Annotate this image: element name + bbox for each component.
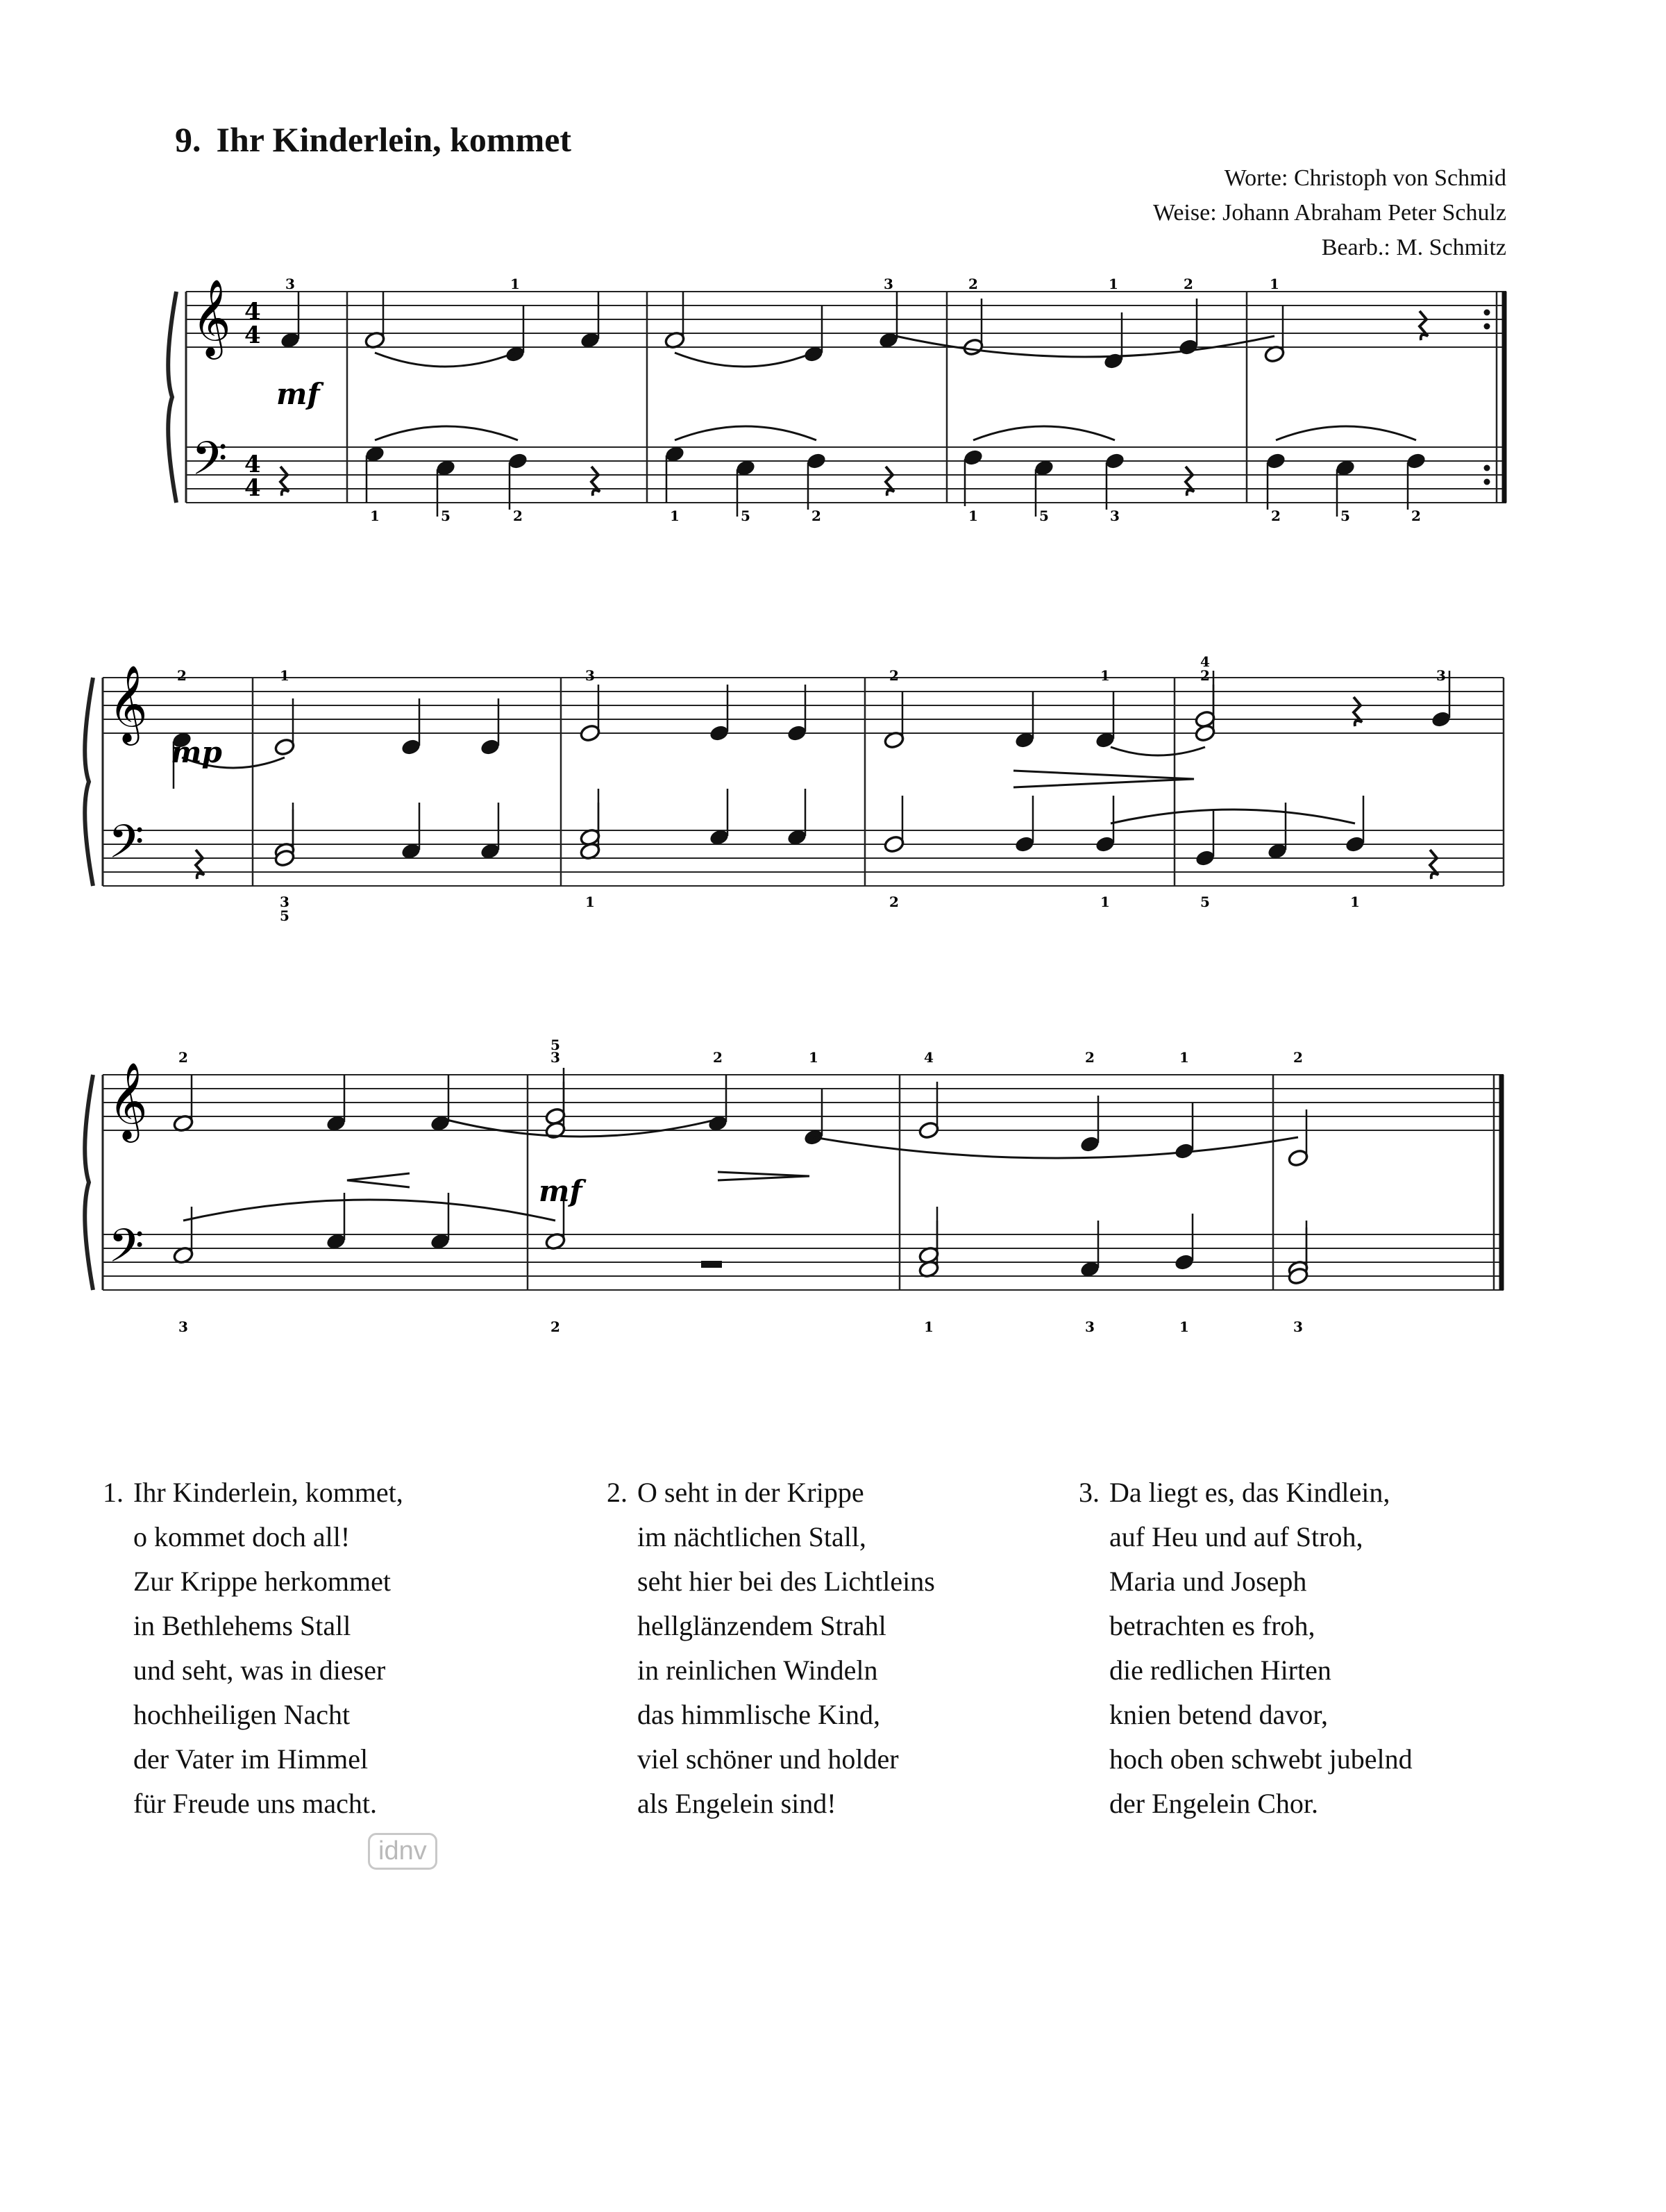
fingering: 3: [1110, 508, 1120, 524]
verse-line: Da liegt es, das Kindlein,: [1109, 1477, 1390, 1508]
slur: [1276, 426, 1416, 440]
fingering: 2: [889, 894, 899, 910]
quarter-rest-icon: [196, 850, 204, 879]
verse-line: die redlichen Hirten: [1109, 1654, 1331, 1686]
slur: [375, 426, 518, 440]
fingering: 3: [280, 894, 289, 910]
fingering: 5: [1039, 508, 1049, 524]
repeat-dot: [1484, 324, 1490, 330]
fingering: 5: [741, 508, 750, 524]
verse-line: in Bethlehems Stall: [133, 1610, 351, 1641]
verse-line: als Engelein sind!: [637, 1788, 836, 1819]
crescendo-hairpin: [347, 1173, 410, 1187]
fingering: 3: [1293, 1318, 1303, 1335]
slur: [375, 353, 515, 367]
fingering: 1: [1100, 667, 1110, 684]
fingering: 2: [1411, 508, 1421, 524]
treble-clef-icon: 𝄞: [108, 1062, 148, 1139]
verse-line: hellglänzendem Strahl: [637, 1610, 886, 1641]
verse-line: knien betend davor,: [1109, 1699, 1328, 1730]
fingering: 2: [889, 667, 899, 684]
slur: [444, 1119, 718, 1137]
verse-line: hoch oben schwebt jubelnd: [1109, 1743, 1413, 1775]
fingering: 2: [713, 1049, 723, 1066]
fingering: 1: [1179, 1049, 1189, 1066]
verse-2: [607, 1471, 935, 1826]
slur: [183, 1200, 555, 1221]
treble-clef-icon: 𝄞: [192, 278, 231, 356]
fingering: 3: [550, 1049, 560, 1066]
fingering: 2: [513, 508, 523, 524]
fingering: 1: [370, 508, 380, 524]
fingering: 1: [924, 1318, 934, 1335]
slur: [1111, 747, 1205, 755]
system-1: [168, 278, 1506, 503]
fingering: 1: [809, 1049, 818, 1066]
quarter-rest-icon: [591, 467, 600, 496]
dynamic-mp: mp: [171, 735, 222, 769]
watermark-logo: idnv: [368, 1833, 437, 1870]
fingering: 3: [884, 276, 893, 292]
fingering: 3: [1085, 1318, 1095, 1335]
fingering: 4: [1200, 653, 1210, 670]
fingering: 5: [550, 1037, 560, 1053]
fingering: 5: [280, 907, 289, 924]
credit-melody: Weise: Johann Abraham Peter Schulz: [1152, 200, 1506, 226]
fingering: 2: [1085, 1049, 1095, 1066]
credit-lyrics: Worte: Christoph von Schmid: [1224, 165, 1506, 191]
fingering: 4: [924, 1049, 934, 1066]
verse-line: im nächtlichen Stall,: [637, 1521, 866, 1552]
verse-line: O seht in der Krippe: [637, 1477, 864, 1508]
fingering: 2: [811, 508, 821, 524]
bass-clef-icon: 𝄢: [192, 432, 228, 496]
system-2: [85, 664, 1504, 886]
verse-line: für Freude uns macht.: [133, 1788, 378, 1819]
dynamic-mf-2: mf: [539, 1174, 582, 1208]
fingering: 1: [968, 508, 978, 524]
fingering: 3: [285, 276, 295, 292]
verse-line: betrachten es froh,: [1109, 1610, 1315, 1641]
verse-line: viel schöner und holder: [637, 1743, 899, 1775]
verse-number: 2.: [607, 1477, 628, 1508]
verse-line: auf Heu und auf Stroh,: [1109, 1521, 1363, 1552]
score-systems: [85, 276, 1506, 1335]
dynamic-mf-1: mf: [276, 377, 320, 411]
verse-number: 1.: [103, 1477, 124, 1508]
treble-clef-icon: 𝄞: [108, 664, 148, 742]
time-sig-top-bass: 4: [244, 451, 261, 478]
quarter-rest-icon: [1186, 467, 1194, 496]
verse-line: das himmlische Kind,: [637, 1699, 880, 1730]
repeat-dot: [1484, 465, 1490, 471]
verse-3: [1079, 1471, 1413, 1826]
fingering: 2: [550, 1318, 560, 1335]
brace: [85, 1075, 93, 1290]
fingering: 1: [1350, 894, 1360, 910]
quarter-rest-icon: [1430, 850, 1438, 879]
bass-clef-icon: 𝄢: [108, 815, 144, 880]
fingering: 1: [1179, 1318, 1189, 1335]
quarter-rest-icon: [1354, 697, 1362, 726]
verse-number: 3.: [1079, 1477, 1100, 1508]
fingering: 1: [510, 276, 520, 292]
quarter-rest-icon: [1420, 311, 1428, 340]
time-sig-top-treble: 4: [244, 298, 261, 326]
slur: [675, 426, 816, 440]
song-title-text: Ihr Kinderlein, kommet: [216, 120, 572, 159]
verse-line: o kommet doch all!: [133, 1521, 351, 1552]
verse-line: der Vater im Himmel: [133, 1743, 369, 1775]
fingering: 2: [178, 1049, 188, 1066]
time-sig-bottom-bass: 4: [244, 474, 261, 502]
fingering: 5: [441, 508, 451, 524]
fingering: 2: [1293, 1049, 1303, 1066]
slur: [814, 1137, 1298, 1158]
fingering: 3: [1436, 667, 1446, 684]
half-rest-icon: [701, 1261, 722, 1268]
verse-line: Ihr Kinderlein, kommet,: [133, 1477, 403, 1508]
verse-line: der Engelein Chor.: [1109, 1788, 1319, 1819]
fingering: 1: [280, 667, 289, 684]
fingering: 5: [1340, 508, 1350, 524]
fingering: 1: [1270, 276, 1279, 292]
verse-1: [103, 1471, 403, 1826]
brace: [168, 292, 176, 503]
fingering: 1: [585, 894, 595, 910]
fingering: 3: [585, 667, 595, 684]
credit-arrangement: Bearb.: M. Schmitz: [1321, 235, 1506, 260]
fingering: 2: [968, 276, 978, 292]
verse-line: hochheiligen Nacht: [133, 1699, 351, 1730]
song-number: 9.: [175, 120, 201, 159]
verse-line: in reinlichen Windeln: [637, 1654, 878, 1686]
fingering: 1: [1109, 276, 1118, 292]
verse-line: seht hier bei des Lichtleins: [637, 1566, 935, 1597]
verse-line: Maria und Joseph: [1109, 1566, 1307, 1597]
fingering: 2: [1184, 276, 1193, 292]
fingering: 1: [670, 508, 680, 524]
fingering: 2: [177, 667, 187, 684]
fingering: 5: [1200, 894, 1210, 910]
fingering: 1: [1100, 894, 1110, 910]
quarter-rest-icon: [886, 467, 894, 496]
slur: [1111, 810, 1355, 823]
fingering: 3: [178, 1318, 188, 1335]
notes: [171, 276, 1452, 1335]
slur: [973, 426, 1115, 440]
verse-line: und seht, was in dieser: [133, 1654, 386, 1686]
fingering: 2: [1271, 508, 1281, 524]
slur: [675, 353, 814, 367]
decrescendo-hairpin: [718, 1172, 809, 1180]
decrescendo-hairpin: [1013, 771, 1194, 787]
quarter-rest-icon: [280, 467, 289, 496]
repeat-dot: [1484, 310, 1490, 316]
brace: [85, 678, 93, 886]
time-sig-bottom-treble: 4: [244, 321, 261, 349]
bass-clef-icon: 𝄢: [108, 1219, 144, 1284]
fingering: 2: [1200, 667, 1210, 684]
repeat-dot: [1484, 479, 1490, 485]
verse-line: Zur Krippe herkommet: [133, 1566, 391, 1597]
